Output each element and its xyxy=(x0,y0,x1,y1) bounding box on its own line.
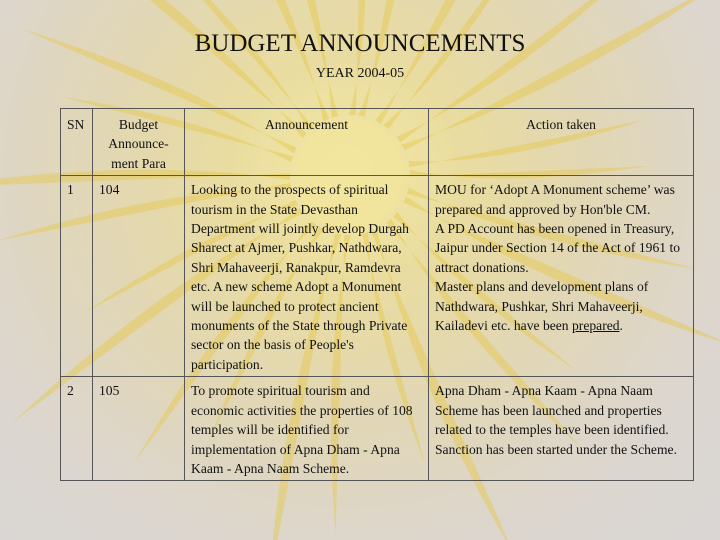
cell-action-taken xyxy=(429,176,694,377)
action-paragraph: A PD Account has been opened in Treasury, Jaipur under Section 14 of the Act of 1961 to attract donations. xyxy=(435,221,681,275)
cell-action-taken: Apna Dham - Apna Kaam - Apna Naam Scheme has been launched and properties related to the temples have been identified. Sanction has been started under the Scheme. xyxy=(429,377,694,481)
action-paragraph: Master plans and development plans of Nathdwara, Pushkar, Shri Mahaveerji, Kailadevi etc. have been prepared. xyxy=(435,279,649,334)
page-subtitle-year: YEAR 2004-05 xyxy=(315,66,405,81)
header-para-line2: Announce- xyxy=(108,136,169,152)
header-announcement: Announcement xyxy=(185,109,429,176)
table-row xyxy=(61,176,694,377)
table-header-row xyxy=(61,109,694,176)
sun-ray xyxy=(375,0,547,124)
cell-announcement: To promote spiritual tourism and economic activities the properties of 108 temples will be identified for implementation of Apna Dham - Apna Kaam - Apna Naam Scheme. xyxy=(185,377,429,481)
cell-para: 105 xyxy=(93,377,185,481)
header-para-line3: ment Para xyxy=(111,155,166,171)
cell-para: 104 xyxy=(93,176,185,377)
header-action-taken: Action taken xyxy=(429,109,694,176)
cell-sn: 2 xyxy=(61,377,93,481)
header-para-line1: Budget xyxy=(118,117,159,132)
cell-announcement: Looking to the prospects of spiritual tourism in the State Devasthan Department will jointly develop Durgah Sharect at Ajmer, Pushkar, Nathdwara, Shri Mahaveerji, Ranakpur, Ramdevra etc. A new scheme Adopt a Monument will be launched to protect ancient monuments of the State through Private sector on the basis of People's participation. xyxy=(185,176,429,377)
header-sn: SN xyxy=(61,109,93,176)
budget-table xyxy=(60,108,694,481)
cell-sn: 1 xyxy=(61,176,93,377)
table-row xyxy=(61,377,694,481)
action-paragraph: MOU for ‘Adopt A Monument scheme’ was prepared and approved by Hon'ble CM. xyxy=(435,182,675,217)
underlined-word: prepared xyxy=(572,318,620,334)
header-budget-para xyxy=(93,109,185,176)
page-title: BUDGET ANNOUNCEMENTS xyxy=(194,30,526,57)
